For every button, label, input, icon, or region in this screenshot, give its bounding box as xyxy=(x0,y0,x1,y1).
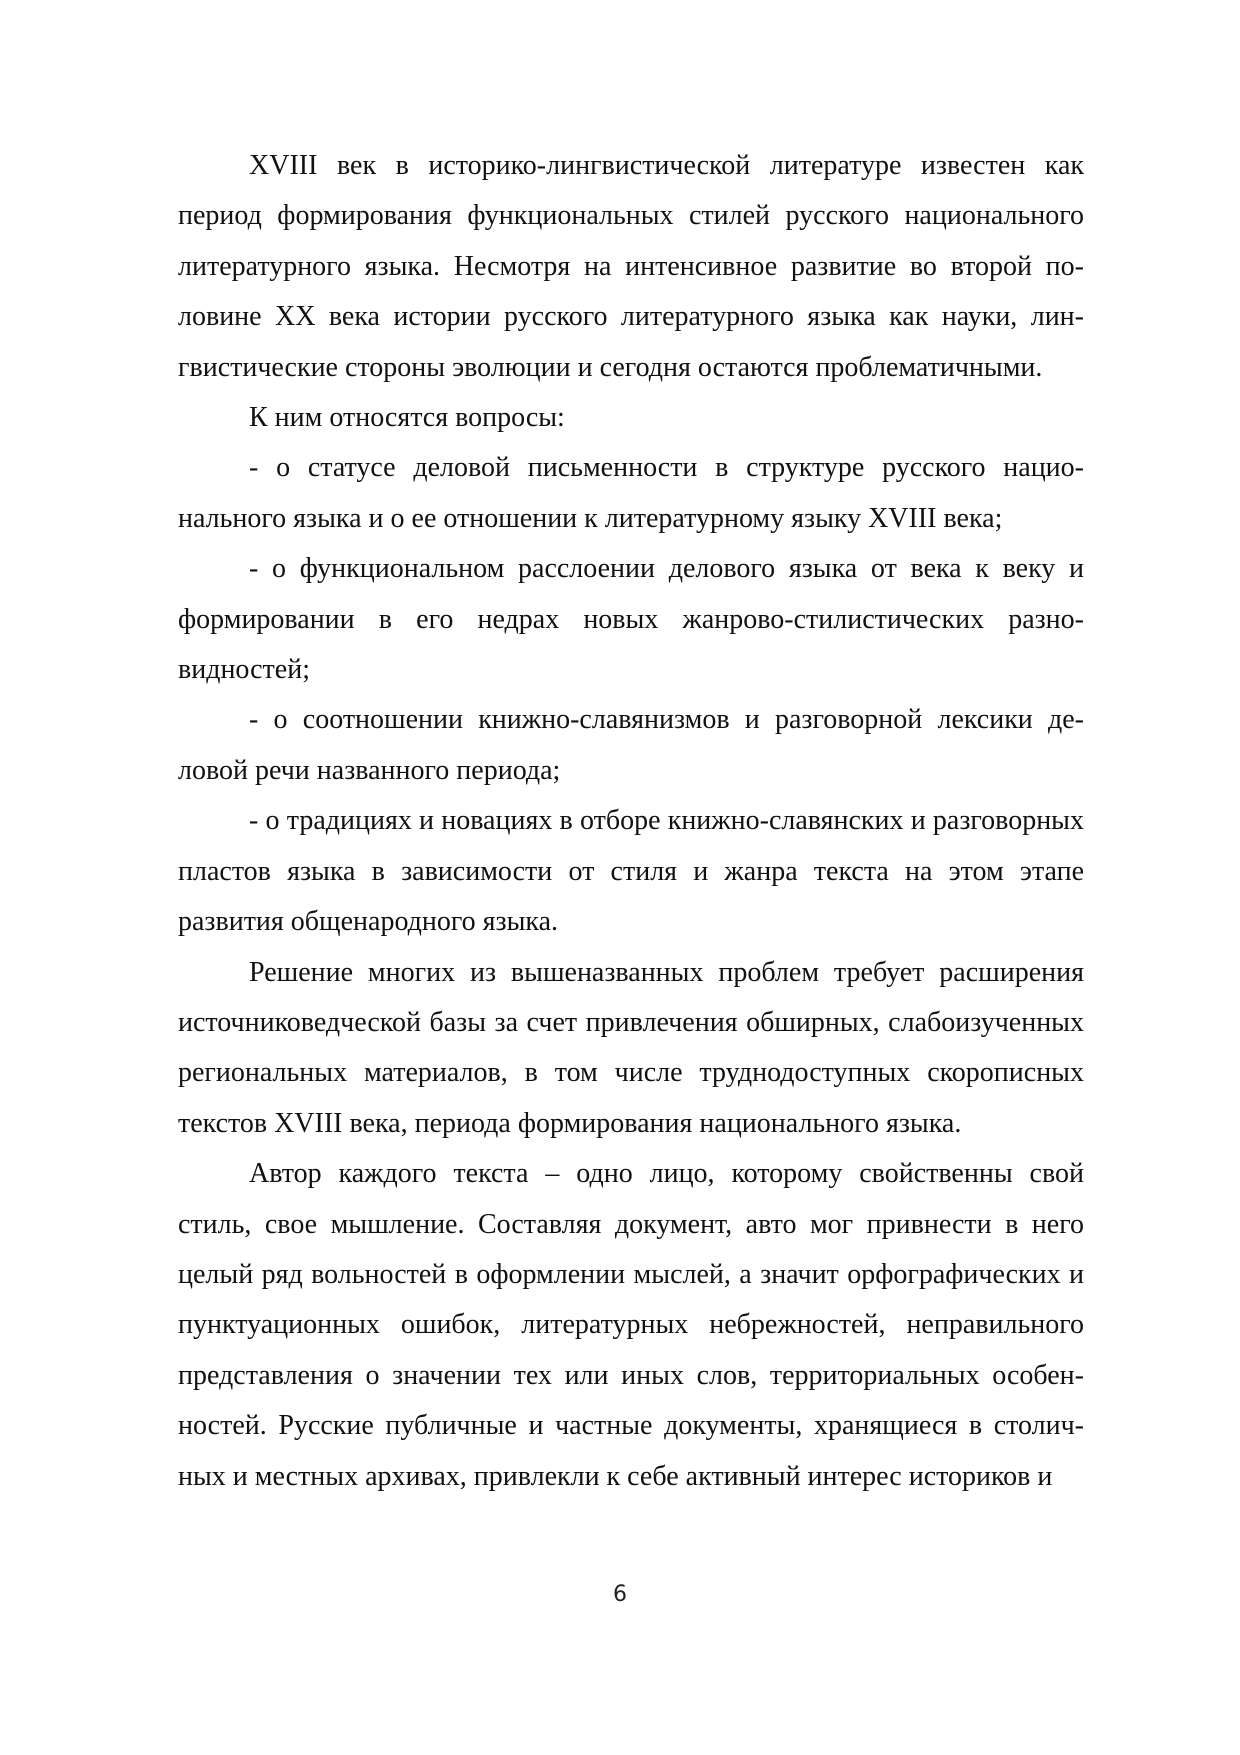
paragraph-author-style: Автор каждого текста – одно лицо, которому свойственны свой стиль, свое мышление. Составляя документ, авто мог привнести в него целый ряд вольностей в оформлении мыслей, а значит орфографических и пунктуационных ошибок, литературных небрежностей, неправильного представления о значении тех или иных слов, территориальных особенностей. Русские публичные и частные документы, хранящиеся в столичных и местных архивах, привлекли к себе активный интерес историков и xyxy=(178,1158,1084,1492)
list-item-traditions-innovations: - о традициях и новациях в отборе книжно-славянских и разговорных пластов языка в зависимости от стиля и жанра текста на этом этапе развития общенародного языка. xyxy=(178,805,1084,938)
paragraph-questions-lead: К ним относятся вопросы: xyxy=(249,402,565,434)
page-number: 6 xyxy=(613,1582,627,1607)
body-text xyxy=(178,141,1084,1502)
list-item-functional-stratification: - о функциональном расслоении делового языка от века к веку и формировании в его недрах новых жанрово-стилистических разновидностей; xyxy=(178,553,1084,686)
paragraph-intro: XVIII век в историко-лингвистической литературе известен как период формирования функциональных стилей русского национального литературного языка. Несмотря на интенсивное развитие во второй половине XX века истории русского литературного языка как науки, лингвистические стороны эволюции и сегодня остаются проблематичными. xyxy=(178,150,1084,383)
paragraph-source-base: Решение многих из вышеназванных проблем требует расширения источниковедческой базы за счет привлечения обширных, слабоизученных региональных материалов, в том числе труднодоступных скорописных текстов XVIII века, периода формирования национального языка. xyxy=(178,956,1084,1139)
list-item-business-writing-status: - о статусе деловой письменности в структуре русского национального языка и о ее отношении к литературному языку XVIII века; xyxy=(178,452,1084,534)
list-item-slavonicisms-ratio: - о соотношении книжно-славянизмов и разговорной лексики деловой речи названного периода; xyxy=(178,704,1084,786)
